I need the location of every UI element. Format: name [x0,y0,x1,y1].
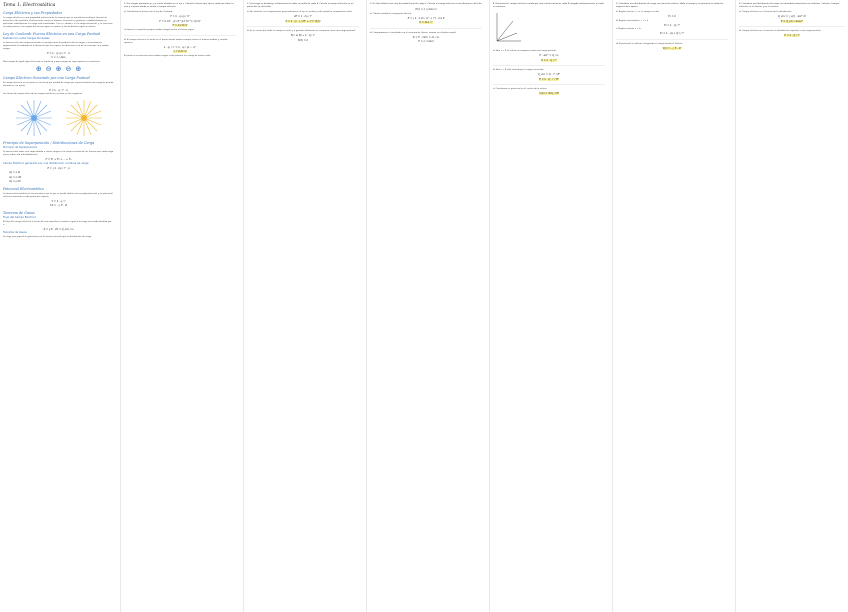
subheading-continuous: Campo Eléctrico generado por una distribución continua de carga [3,161,89,165]
solution-5a-equation-1: E₁ = 0 [668,15,676,19]
gauss-equation: Φ = ∮ E · dS = Q_enc / ε₀ [43,227,74,231]
solution-4b-equation-1: Q_enc = Q · r³ / R³ [537,73,561,77]
solution-5d-result [616,47,728,50]
surface-density-equation: dq = σ·dS [9,175,22,179]
coulomb-paragraph: La fuerza entre dos cargas puntuales es proporcional al producto de las cargas e inversamente proporcional al cuadrado de la distancia que las separa. Su dirección es la de la recta que une ambas cargas. [3,41,109,50]
subheading-superposition: Principio de Superposición [3,146,38,150]
solution-5d-heading: d) El potencial se obtiene integrando el campo desde el infinito. [616,42,683,45]
solution-4a-heading: a) Para r > R la esfera se comporta como una carga puntual. [493,50,557,53]
section-heading-coulomb: Ley de Coulomb: Fuerza Eléctrica en una Carga Puntual [3,32,101,37]
solution-6b-result-value: E = k · Q / r² [784,34,800,38]
solution-4a-result-value: E = k · Q / r² [541,58,557,62]
charge-symbols-row [3,66,114,73]
exercise-1-column [120,0,239,612]
subheading-flux: Flujo del Campo Eléctrico [3,215,36,219]
potential-difference-equation: ΔV = −∫ E · dl [49,204,68,208]
solution-1a-result [124,24,236,27]
solution-5b-heading: b) Región intermedia a < r < b. [616,19,649,22]
solution-2b-equation-2: E(0) = 0 [297,38,309,42]
divider [739,26,845,27]
page-title: Tema 1: Electrostática [3,3,56,8]
solution-5a-heading: a) Región interior r < a, el campo es nulo. [616,11,660,14]
coulomb-note: Para cargas de igual signo la fuerza es repulsiva y para cargas de signo opuesto es atractiva. [3,60,101,63]
divider [124,35,236,36]
superposition-paragraph: La fuerza total sobre una carga debida a varias cargas es la suma vectorial de las fuerzas que cada carga ejerce sobre ella individualmente. [3,151,114,157]
exercise-4-statement: 4. Determina el campo eléctrico creado por una esfera maciza de radio R cargada uniformemente en todo su volumen. [493,3,604,9]
solution-5d-result-value: V(r) = −∫ E · dr [662,46,682,50]
theory-column [0,0,117,612]
superposition-equation: F = F₁ + F₂ + ... + Fₙ [45,158,72,162]
exercise-2-column [243,0,362,612]
exercise-3-statement: 3. Un hilo infinito tiene una densidad lineal de carga λ. Calcula el campo eléctrico a una distancia r del hilo. [370,3,482,5]
field-equation: E = k · q / r² · û [49,88,68,92]
solution-4c-result-value: V(0) = 3kQ / 2R [539,92,559,96]
solution-3b-equation-2: E = λ / 2πε₀r [418,40,434,44]
positive-charge-field-icon [61,98,107,138]
coordinate-axes-icon [493,11,523,45]
solution-5c-equation-1: E₃ = k · (Q + Q') / r² [659,32,685,36]
continuous-field-equation: E = ∫ k · dq / r² · û [47,166,70,170]
exercise-3-column [366,0,485,612]
solution-3a-result [370,21,482,24]
solution-1a-equation-1: F = k · q₁·q₂ / d² [170,15,190,19]
exercise-5-statement: 5. Considera una distribución de carga con simetría esférica. Halla el campo y el potencial en todas las regiones del espacio. [616,3,724,9]
solution-3a-equation-1: E = ∫ k · λ·dx / (x² + r²) · cos θ [407,16,445,20]
solution-1b-note: El punto se encuentra entre ambas cargas, más próximo a la carga de menor valor. [124,54,211,57]
exercise-2-statement: 2. Una carga se distribuye uniformemente sobre un anillo de radio R. Calcula el campo eléctrico en un punto del eje del anillo. [247,3,354,9]
section-heading-field: Campo Eléctrico Generado por una Carga Puntual [3,76,90,80]
solution-1a-note: La fuerza es repulsiva porque ambas cargas tienen el mismo signo. [124,28,195,31]
gauss-paragraph: El flujo del campo eléctrico a través de una superficie cerrada es igual a la carga encerrada dividida por ε₀. [3,220,112,226]
exercise-6-statement: 6. Considera una distribución de carga con densidad volumétrica no uniforme. Calcula el campo eléctrico en el interior y en el exterior. [739,3,840,9]
k-constant-equation: k = 1 / 4πε₀ [51,56,66,60]
exercise-4-column [489,0,608,612]
section-heading-superposition: Principio de Superposición / Distribuciones de Carga [3,141,95,146]
solution-3b-heading: b) Comprobamos el resultado con el teorema de Gauss, usando un cilindro coaxial. [370,31,457,34]
negative-charge-icon: ⊖ [45,65,52,73]
subheading-gauss-theorem: Teorema de Gauss [3,231,27,235]
field-lines-figure [3,98,114,138]
solution-2a-heading: a) Por simetría, las componentes perpendiculares al eje se anulan y sólo queda la componente axial. [247,11,353,14]
divider [247,26,359,27]
intro-paragraph: La carga eléctrica es una propiedad intrínseca de la materia que se manifiesta mediante fuerzas de atracción y de repulsión. Está presente tanto en átomos, electrones y protones, estableciéndose en partículas subatómicas. La carga está cuantizada: Q = n·e, donde e es la carga elemental, y se conserva en todo proceso. Las cargas del mismo signo se repelen y las de distinto signo se atraen. [3,16,113,28]
divider [616,39,728,40]
subheading-point-charges: Distribución entre Cargas Puntuales [3,36,50,40]
solution-4b-result [493,78,605,81]
exercise-6-column [735,0,848,612]
solution-3a-result-value: E = 2kλ / r [419,21,433,25]
coulomb-equation: F = k · q₁·q₂ / r² · û [47,52,70,55]
gauss-note: Se elige una superficie gaussiana con la misma simetría que la distribución de carga. [3,236,92,239]
positive-charge-icon: ⊕ [55,65,62,73]
exercise-3-target-equation: E(r) = λ / (2πε₀·r) [415,8,437,12]
solution-3a-heading: a) Cálculo mediante integración directa. [370,12,412,15]
field-note: Las líneas de campo salen de las cargas positivas y entran en las negativas. [3,93,83,96]
negative-charge-icon: ⊖ [65,65,72,73]
solution-1b-result [124,50,236,53]
solution-1b-result-value: x = 0,22 m [173,50,187,54]
potential-equation: V = k · q / r [51,199,66,203]
solution-6a-result-value: E = Q_enc / 4πε₀r² [780,19,804,23]
solution-4c-heading: c) Calculamos el potencial en el centro de la esfera. [493,88,548,91]
solution-6a-result [739,20,845,23]
section-heading-charge: Carga Eléctrica y sus Propiedades [3,11,63,15]
field-paragraph: El campo eléctrico en un punto es la fuerza por unidad de carga que experimentaría una carga de prueba situada en ese punto. [3,81,114,87]
solution-6a-equation-1: Q_enc = ∫ ρ(r) · 4πr² dr [777,15,807,19]
solution-1a-equation-2: F = 9·10⁹ · (2·10⁻⁶)(3·10⁻⁶) / (0,5)² [159,19,201,23]
solution-2b-equation-1: E(z ≫ R) ≈ k · Q / z² [290,34,316,38]
solution-2b-heading: b) En el centro del anillo el campo es nulo, y a grandes distancias se comporta como una carga puntual. [247,30,356,33]
exercise-5-column [612,0,731,612]
solution-6a-heading: a) Campo eléctrico en el interior de la distribución. [739,11,792,14]
solution-5c-heading: c) Región exterior r > b. [616,28,642,31]
solution-1b-heading: b) El campo eléctrico se anula en el punto donde ambos campos tienen el mismo módulo y sentido opuesto. [124,38,228,44]
divider [370,28,482,29]
solution-6b-heading: b) Campo eléctrico en el exterior, la distribución equivale a una carga puntual. [739,30,822,33]
solution-1b-equation-1: k · q₁ / x² = k · q₂ / (d − x)² [163,45,197,49]
exercise-1-statement: 1. Dos cargas puntuales q₁ y q₂ están situadas en el eje x. Calcula la fuerza que ejerce cada una sobre la otra y el punto donde se anula el campo eléctrico. [124,3,234,9]
solution-4c-result [493,92,605,95]
solution-1a-result-value: F = 0,216 N [172,24,188,28]
solution-2a-equation-1: dE = k · dq / r² [293,15,312,19]
solution-1a-heading: a) Calculamos la fuerza con la ley de Coulomb. [124,11,173,14]
linear-density-equation: dq = λ·dl [9,171,21,175]
negative-charge-field-icon [11,98,57,138]
solution-3b-equation-1: Φ = E · 2πrL = λL / ε₀ [412,35,440,39]
positive-charge-icon: ⊕ [75,65,82,73]
divider [493,84,605,85]
section-heading-potential: Potencial Electrostático [3,186,44,191]
solution-2a-result [247,20,359,23]
positive-charge-icon: ⊕ [35,65,42,73]
potential-paragraph: La fuerza electrostática es conservativa, por lo que se puede definir una energía potencial y un potencial eléctrico asociado a cada punto del espacio. [3,192,113,198]
solution-4b-result-value: E = k · Q · r / R³ [539,77,559,81]
section-heading-gauss: Teorema de Gauss [3,210,35,215]
solution-4a-result [493,59,605,62]
solution-4a-equation-1: E · 4πr² = Q / ε₀ [539,54,559,58]
solution-5b-equation-1: E₂ = k · Q / r² [663,23,681,27]
divider [493,65,605,66]
solution-4b-heading: b) Para r < R sólo contribuye la carga encerrada. [493,69,544,72]
volume-density-equation: dq = ρ·dV [9,180,22,184]
solution-6b-result [739,34,845,37]
solution-2a-result-value: E = k · Q · z / (R² + z²)^(3/2) [285,19,321,23]
